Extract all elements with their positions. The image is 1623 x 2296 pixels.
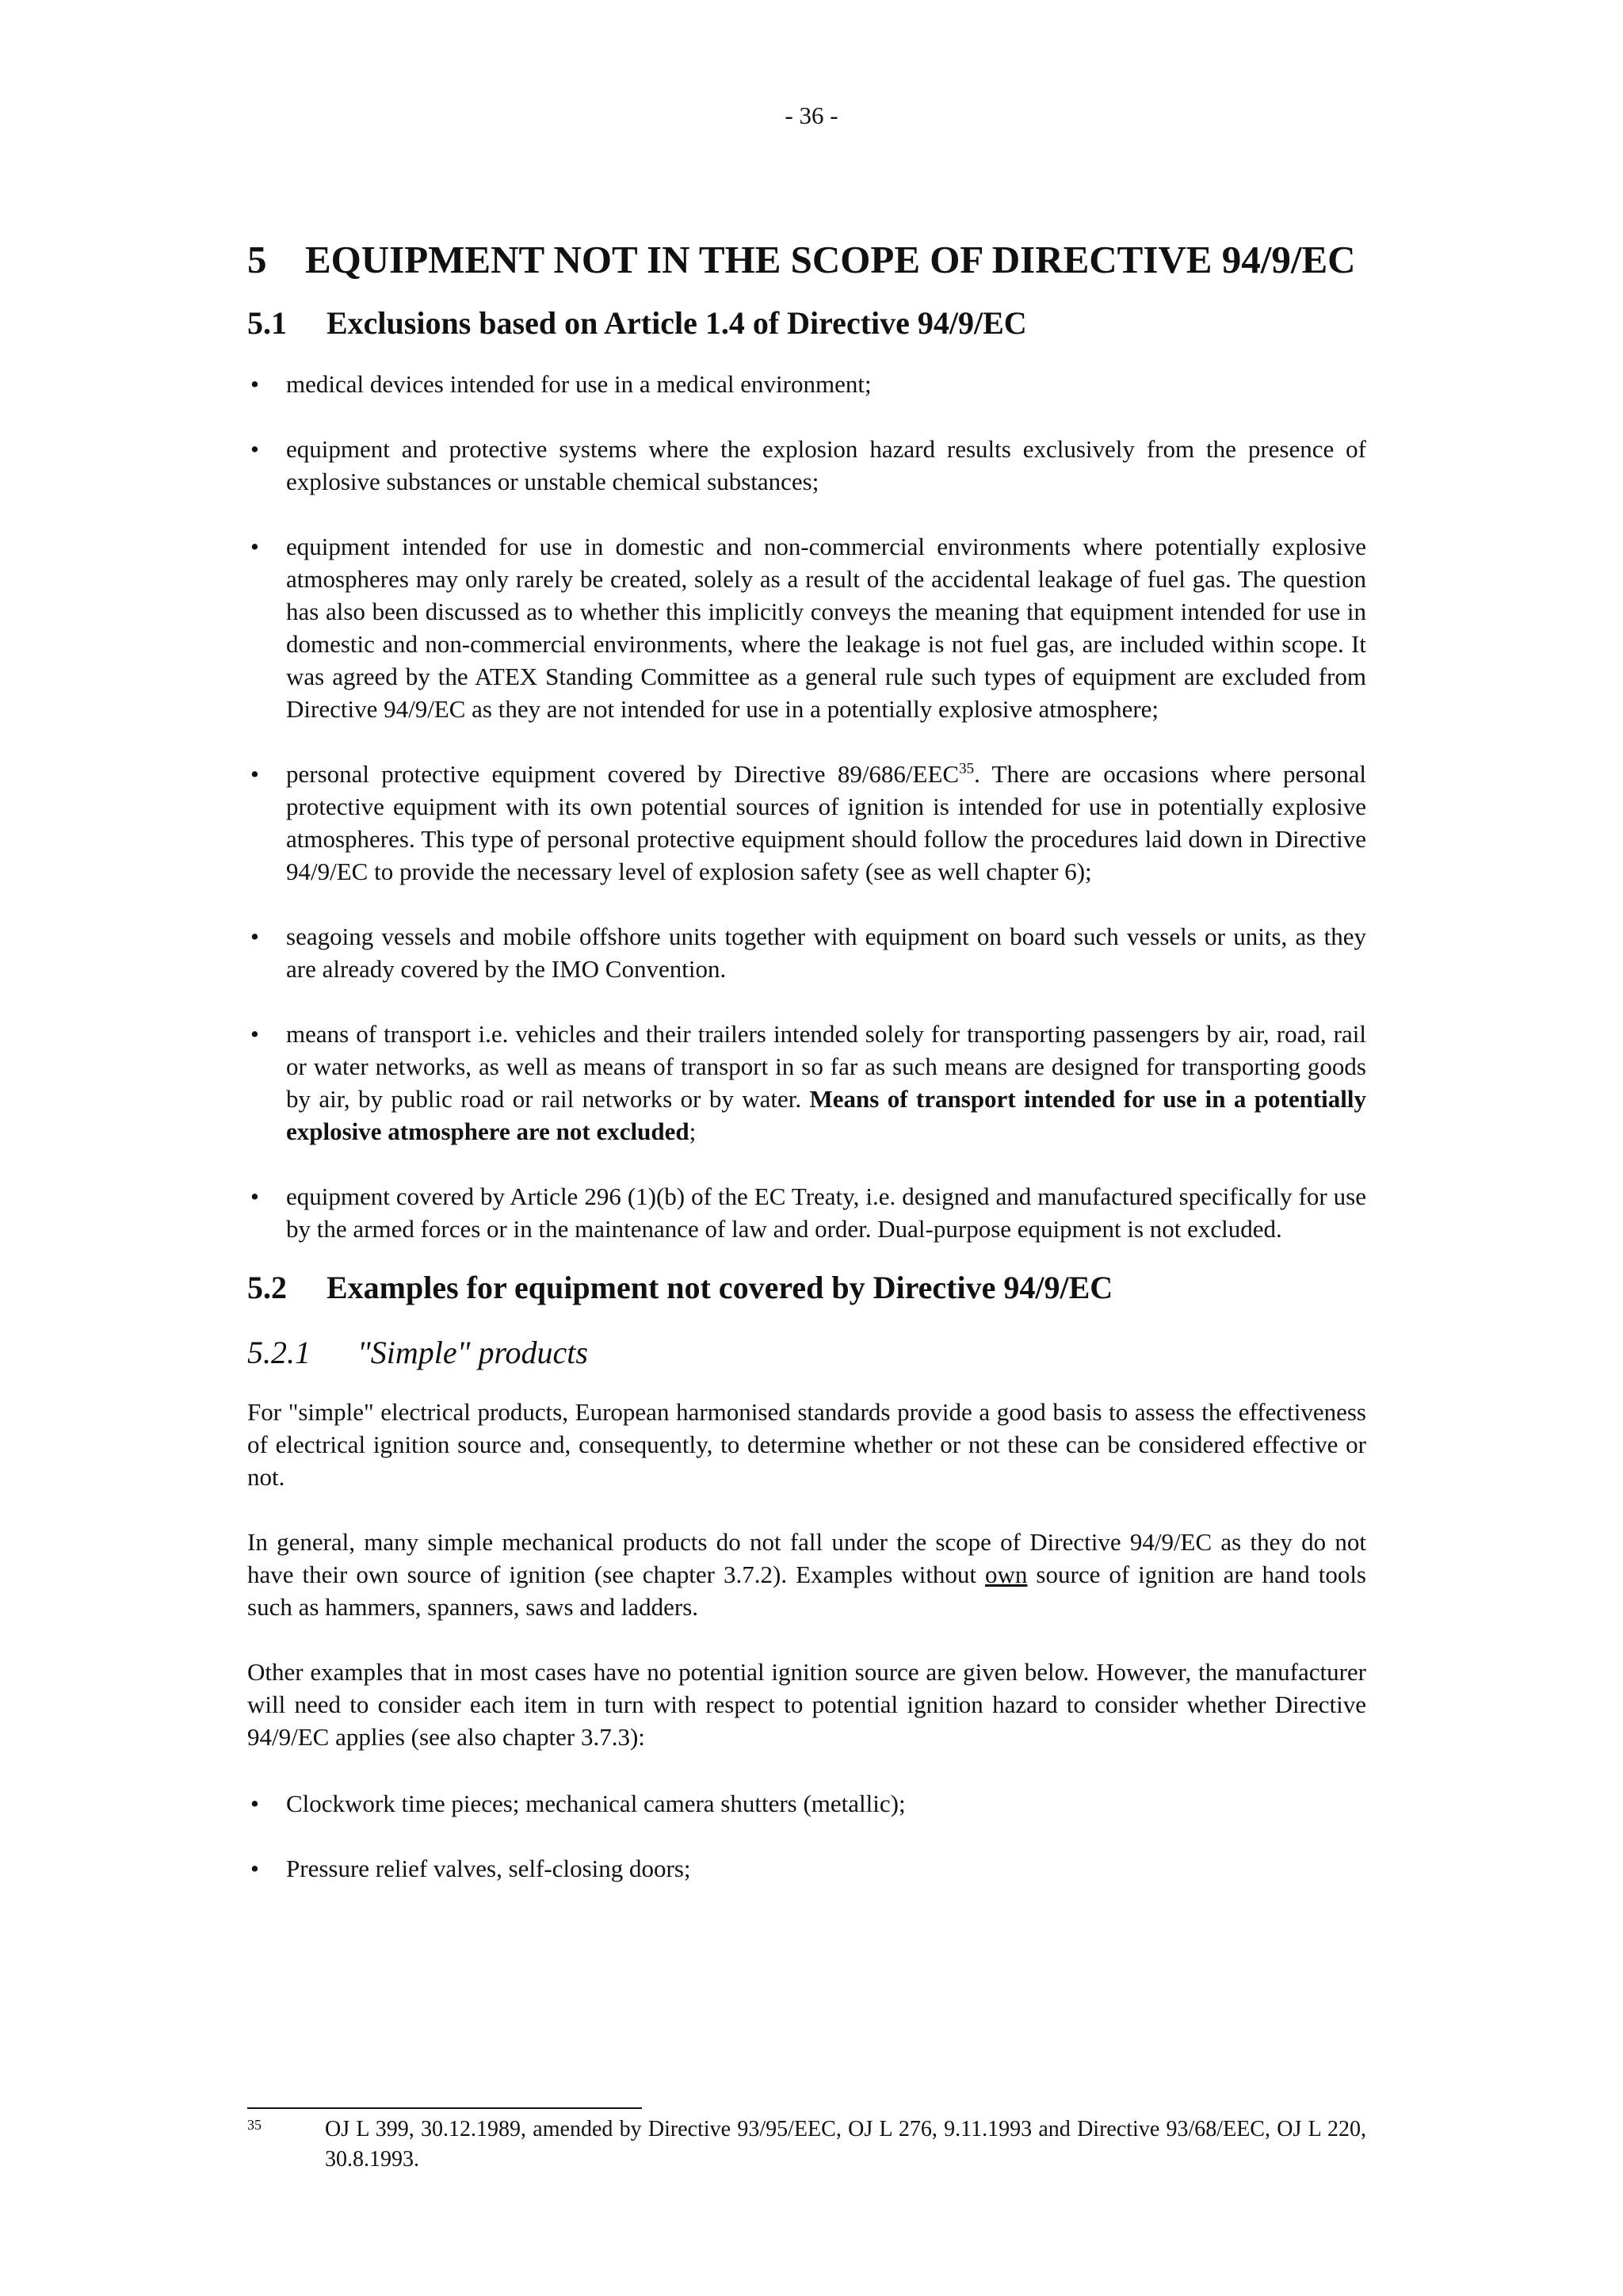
bullet-icon: • [250,533,259,560]
list-item-text: means of transport i.e. vehicles and their trailers intended solely for transporting passengers by air, road, rail or water networks, as well as means of transport in so far as such means are designed for transporting goods by air, by public road or rail networks or by water. [286,1020,1366,1113]
bullet-icon: • [250,1020,259,1048]
paragraph-text: In general, many simple mechanical products do not fall under the scope of Directive 94/9/EC as they do not have their own source of ignition (see chapter 3.7.2). Examples without [247,1528,1366,1588]
bullet-icon: • [250,435,259,463]
list-item-text: medical devices intended for use in a medical environment; [286,370,872,398]
list-item [247,530,1366,725]
list-item [247,1018,1366,1148]
chapter-title: EQUIPMENT NOT IN THE SCOPE OF DIRECTIVE 94/9/EC [305,238,1356,281]
footnote-reference[interactable]: 35 [959,760,975,777]
bullet-icon: • [250,1182,259,1210]
section-title: Exclusions based on Article 1.4 of Directive 94/9/EC [327,305,1027,341]
list-item [247,368,1366,400]
footnote-divider [247,2107,642,2109]
underlined-text: own [985,1561,1028,1588]
list-item [247,1852,1366,1885]
list-item [247,1787,1366,1820]
subsection-number: 5.2.1 [247,1335,311,1370]
page-number: - 36 - [785,101,838,129]
section-heading-5-2 [247,1267,1366,1308]
list-item [247,1180,1366,1245]
paragraph: Other examples that in most cases have no potential ignition source are given below. However, the manufacturer will need to consider each item in turn with respect to potential ignition hazard to consider whether Directive 94/9/EC applies (see also chapter 3.7.3): [247,1658,1366,1751]
list-item [247,920,1366,985]
list-item-text-continued: . There are occasions where personal protective equipment with its own potential sources of ignition is intended for use in potentially explosive atmospheres. This type of personal protective equipment should follow the procedures laid down in Directive 94/9/EC to provide the necessary level of explosion safety (see as well chapter 6); [286,760,1366,885]
subsection-title: "Simple" products [357,1335,588,1370]
subsection-heading-5-2-1 [247,1332,1366,1373]
bullet-icon: • [250,1790,259,1817]
list-item-text: personal protective equipment covered by Directive 89/686/EEC [286,760,960,788]
list-item-text: equipment intended for use in domestic and non-commercial environments where potentially explosive atmospheres may only rarely be created, solely as a result of the accidental leakage of fuel gas. The question has also been discussed as to whether this implicitly conveys the meaning that equipment intended for use in domestic and non-commercial environments, where the leakage is not fuel gas, are included within scope. It was agreed by the ATEX Standing Committee as a general rule such types of equipment are excluded from Directive 94/9/EC as they are not intended for use in a potentially explosive atmosphere; [286,533,1366,723]
bullet-icon: • [250,370,259,398]
paragraph: For "simple" electrical products, European harmonised standards provide a good basis to assess the effectiveness of electrical ignition source and, consequently, to determine whether or not these can be considered effective or not. [247,1398,1366,1491]
list-item-text: Clockwork time pieces; mechanical camera shutters (metallic); [286,1790,906,1817]
page-body [247,235,1366,1885]
section-title: Examples for equipment not covered by Directive 94/9/EC [327,1270,1113,1305]
list-item-text: equipment covered by Article 296 (1)(b) of the EC Treaty, i.e. designed and manufactured specifically for use by the armed forces or in the maintenance of law and order. Dual-purpose equipment is not excluded. [286,1182,1366,1243]
paragraph-text-continued: source of ignition are hand tools such as hammers, spanners, saws and ladders. [247,1561,1366,1621]
footnote [247,2115,1366,2175]
list-item [247,433,1366,498]
list-item-text: equipment and protective systems where the explosion hazard results exclusively from the presence of explosive substances or unstable chemical substances; [286,435,1366,495]
bullet-icon: • [250,760,259,788]
chapter-heading [247,235,1366,285]
section-number: 5.1 [247,305,287,341]
paragraph [247,1526,1366,1623]
section-number: 5.2 [247,1270,287,1305]
chapter-number: 5 [247,238,267,281]
list-item-text: Pressure relief valves, self-closing doors; [286,1855,691,1882]
footnote-text: OJ L 399, 30.12.1989, amended by Directive 93/95/EEC, OJ L 276, 9.11.1993 and Directive 93/68/EEC, OJ L 220, 30.8.1993. [325,2117,1366,2172]
section-heading-5-1 [247,303,1366,344]
exclusions-list [247,368,1366,1245]
list-item [247,758,1366,888]
bullet-icon: • [250,923,259,950]
list-item-text: seagoing vessels and mobile offshore units together with equipment on board such vessels or units, as they are already covered by the IMO Convention. [286,923,1366,983]
bullet-icon: • [250,1855,259,1882]
list-item-text-continued: ; [689,1117,697,1145]
examples-list [247,1787,1366,1885]
footnote-mark: 35 [247,2117,262,2133]
emphasis-text: Means of transport intended for use in a potentially explosive atmosphere are not excluded [286,1085,1366,1145]
